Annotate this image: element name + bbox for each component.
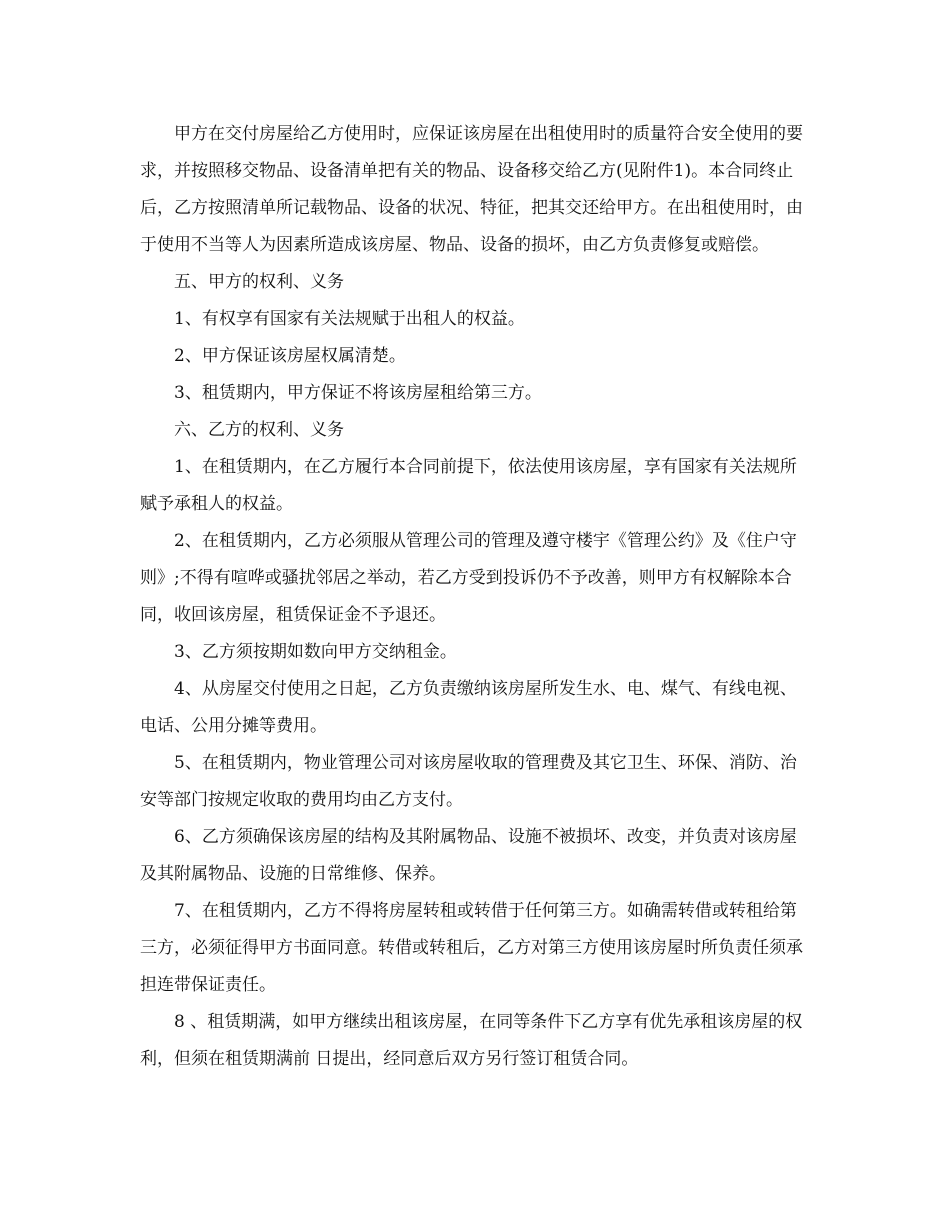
party-b-clause-8: 8 、租赁期满，如甲方继续出租该房屋，在同等条件下乙方享有优先承租该房屋的权利，但须在租赁期满前 日提出，经同意后双方另行签订租赁合同。: [140, 1012, 803, 1069]
party-a-clause-2: 2、甲方保证该房屋权属清楚。: [174, 346, 406, 366]
paragraph-delivery-quality: 甲方在交付房屋给乙方使用时，应保证该房屋在出租使用时的质量符合安全使用的要求，并按照移交物品、设备清单把有关的物品、设备移交给乙方(见附件1)。本合同终止后，乙方按照清单所记载物品、设备的状况、特征，把其交还给甲方。在出租使用时，由于使用不当等人为因素所造成该房屋、物品、设备的损坏，由乙方负责修复或赔偿。: [140, 124, 803, 255]
party-b-clause-5: 5、在租赁期内，物业管理公司对该房屋收取的管理费及其它卫生、环保、消防、治安等部门按规定收取的费用均由乙方支付。: [140, 753, 797, 810]
party-b-clause-7: 7、在租赁期内，乙方不得将房屋转租或转借于任何第三方。如确需转借或转租给第三方，必须征得甲方书面同意。转借或转租后，乙方对第三方使用该房屋时所负责任须承担连带保证责任。: [140, 901, 803, 995]
party-a-clause-3: 3、租赁期内，甲方保证不将该房屋租给第三方。: [174, 383, 542, 403]
party-b-clause-6: 6、乙方须确保该房屋的结构及其附属物品、设施不被损坏、改变，并负责对该房屋及其附属物品、设施的日常维修、保养。: [140, 827, 797, 884]
party-b-clause-4: 4、从房屋交付使用之日起，乙方负责缴纳该房屋所发生水、电、煤气、有线电视、电话、公用分摊等费用。: [140, 679, 797, 736]
document-body: [140, 116, 810, 1078]
party-b-clause-1: 1、在租赁期内，在乙方履行本合同前提下，依法使用该房屋，享有国家有关法规所赋予承租人的权益。: [140, 457, 797, 514]
heading-party-b-rights: 六、乙方的权利、义务: [174, 420, 344, 440]
party-b-clause-3: 3、乙方须按期如数向甲方交纳租金。: [174, 642, 457, 662]
party-b-clause-2: 2、在租赁期内，乙方必须服从管理公司的管理及遵守楼宇《管理公约》及《住户守则》;不得有喧哗或骚扰邻居之举动，若乙方受到投诉仍不予改善，则甲方有权解除本合同，收回该房屋，租赁保证金不予退还。: [140, 531, 797, 625]
party-a-clause-1: 1、有权享有国家有关法规赋于出租人的权益。: [174, 309, 525, 329]
heading-party-a-rights: 五、甲方的权利、义务: [174, 272, 344, 292]
